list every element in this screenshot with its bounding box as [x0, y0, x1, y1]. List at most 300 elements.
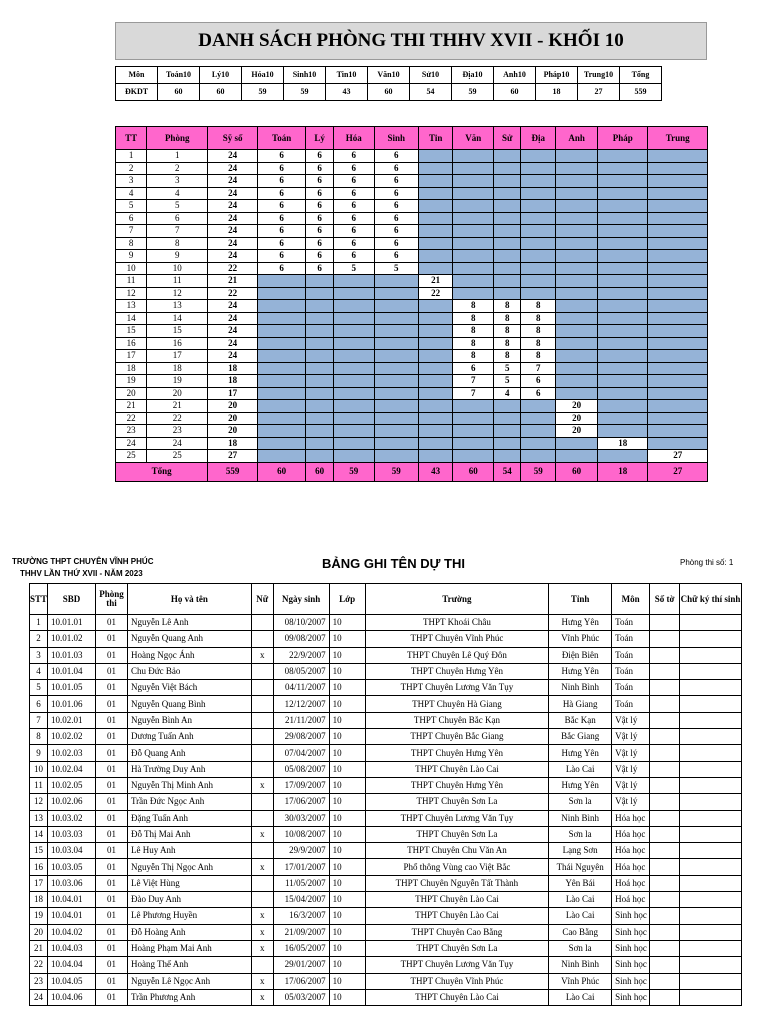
room-allocation-table [115, 126, 708, 482]
room-cell [306, 275, 334, 288]
room-cell: 6 [306, 150, 334, 163]
room-cell [418, 450, 452, 463]
room-cell [453, 287, 494, 300]
roster-cell: 10.02.06 [48, 794, 96, 810]
roster-cell: 01 [95, 973, 127, 989]
room-cell [556, 437, 598, 450]
room-cell: 14 [147, 312, 208, 325]
room-cell: 10 [116, 262, 147, 275]
roster-cell: THPT Chuyên Bắc Giang [365, 729, 549, 745]
room-cell [648, 300, 708, 313]
roster-cell: Ninh Bình [549, 810, 612, 826]
room-cell [648, 262, 708, 275]
room-cell [598, 412, 648, 425]
roster-cell: 16/3/2007 [273, 908, 329, 924]
roster-cell: 22/9/2007 [273, 647, 329, 663]
room-cell [453, 212, 494, 225]
table-row [116, 225, 708, 238]
table-row [116, 187, 708, 200]
room-cell [648, 400, 708, 413]
room-cell: 22 [147, 412, 208, 425]
summary-value: 59 [242, 84, 284, 101]
room-cell [494, 237, 521, 250]
roster-cell: 09/08/2007 [273, 631, 329, 647]
roster-cell: 10.01.03 [48, 647, 96, 663]
roster-cell [251, 745, 273, 761]
summary-subject: Địa10 [452, 67, 494, 84]
roster-cell: Hà Trường Duy Anh [127, 761, 251, 777]
roster-cell: x [251, 826, 273, 842]
table-row [116, 162, 708, 175]
room-cell: 2 [147, 162, 208, 175]
room-cell [306, 450, 334, 463]
roster-cell: Nguyễn Quang Anh [127, 631, 251, 647]
room-cell [494, 175, 521, 188]
room-cell [333, 400, 374, 413]
room-cell [257, 412, 305, 425]
room-cell [521, 400, 556, 413]
roster-cell: 01 [95, 647, 127, 663]
room-cell: 6 [374, 150, 418, 163]
room-cell [521, 437, 556, 450]
table-row [116, 287, 708, 300]
room-cell [556, 250, 598, 263]
roster-cell: THPT Chuyên Sơn La [365, 940, 549, 956]
roster-cell [680, 777, 742, 793]
room-cell [494, 450, 521, 463]
roster-cell: THPT Chuyên Lương Văn Tụy [365, 680, 549, 696]
roster-cell: 12 [30, 794, 48, 810]
room-cell [556, 375, 598, 388]
roster-cell: 10 [329, 615, 365, 631]
roster-cell: Sinh học [612, 908, 650, 924]
table-row [116, 387, 708, 400]
room-cell [374, 387, 418, 400]
roster-cell: 17/06/2007 [273, 973, 329, 989]
roster-col-header: Tỉnh [549, 584, 612, 615]
roster-col-header: Ngày sinh [273, 584, 329, 615]
room-cell [306, 437, 334, 450]
roster-cell: 01 [95, 859, 127, 875]
roster-cell: 01 [95, 908, 127, 924]
room-cell: 24 [208, 337, 258, 350]
roster-cell: THPT Chuyên Lê Quý Đôn [365, 647, 549, 663]
roster-cell: 16 [30, 859, 48, 875]
table-row [30, 696, 742, 712]
roster-cell: 11/05/2007 [273, 875, 329, 891]
table-row [116, 212, 708, 225]
summary-subject: Toán10 [158, 67, 200, 84]
room-cell [521, 187, 556, 200]
roster-cell: 29/08/2007 [273, 729, 329, 745]
summary-value: 54 [410, 84, 452, 101]
roster-cell: THPT Chuyên Lương Văn Tụy [365, 810, 549, 826]
room-cell: 22 [418, 287, 452, 300]
room-cell [521, 150, 556, 163]
room-cell [306, 350, 334, 363]
roster-cell: 10 [329, 908, 365, 924]
room-cell: 27 [208, 450, 258, 463]
room-cell [257, 337, 305, 350]
room-cell [598, 312, 648, 325]
roster-cell: 10.01.02 [48, 631, 96, 647]
room-cell [556, 450, 598, 463]
roster-cell: Yên Bái [549, 875, 612, 891]
roster-cell: 01 [95, 615, 127, 631]
roster-cell: 10 [329, 663, 365, 679]
roster-cell [680, 647, 742, 663]
room-cell: 16 [147, 337, 208, 350]
roster-cell: THPT Chuyên Bắc Kạn [365, 712, 549, 728]
room-cell [648, 287, 708, 300]
roster-cell: Nguyễn Bình An [127, 712, 251, 728]
total-value: 60 [257, 462, 305, 481]
roster-cell [650, 940, 680, 956]
roster-cell: 01 [95, 696, 127, 712]
room-cell: 7 [147, 225, 208, 238]
room-cell [257, 400, 305, 413]
room-cell [306, 287, 334, 300]
roster-cell: 10 [329, 647, 365, 663]
exam-name: THHV LẦN THỨ XVII - NĂM 2023 [20, 569, 143, 578]
summary-value: 59 [452, 84, 494, 101]
room-cell [257, 312, 305, 325]
roster-cell: 01 [95, 810, 127, 826]
roster-cell: Sinh học [612, 924, 650, 940]
room-cell: 6 [257, 162, 305, 175]
table-row [30, 940, 742, 956]
room-cell [257, 450, 305, 463]
roster-cell: 01 [95, 712, 127, 728]
room-cell: 8 [521, 337, 556, 350]
roster-cell: 19 [30, 908, 48, 924]
room-col-header: Toán [257, 127, 305, 150]
roster-cell [650, 989, 680, 1005]
roster-cell: 15/04/2007 [273, 892, 329, 908]
roster-cell: 10 [329, 745, 365, 761]
summary-subject: Trung10 [578, 67, 620, 84]
room-cell [556, 350, 598, 363]
room-cell [556, 275, 598, 288]
roster-cell [650, 908, 680, 924]
room-cell: 21 [116, 400, 147, 413]
roster-cell [650, 696, 680, 712]
roster-cell: 10.02.04 [48, 761, 96, 777]
room-cell: 20 [147, 387, 208, 400]
room-cell: 6 [333, 225, 374, 238]
room-col-header: Tin [418, 127, 452, 150]
room-cell: 12 [147, 287, 208, 300]
room-cell [556, 175, 598, 188]
room-cell [453, 237, 494, 250]
room-cell: 6 [257, 237, 305, 250]
room-cell [494, 200, 521, 213]
room-cell [598, 212, 648, 225]
room-cell: 8 [494, 337, 521, 350]
room-cell: 24 [208, 225, 258, 238]
roster-cell: Toán [612, 696, 650, 712]
room-col-header: Văn [453, 127, 494, 150]
roster-cell: 1 [30, 615, 48, 631]
room-cell [306, 375, 334, 388]
roster-cell: 23 [30, 973, 48, 989]
roster-cell: THPT Chuyên Lào Cai [365, 892, 549, 908]
roster-cell: 22 [30, 957, 48, 973]
roster-cell: 10.03.06 [48, 875, 96, 891]
table-row [30, 680, 742, 696]
room-cell: 6 [116, 212, 147, 225]
room-cell [598, 425, 648, 438]
room-cell: 6 [306, 187, 334, 200]
room-cell: 8 [521, 325, 556, 338]
table-row [30, 761, 742, 777]
room-cell [556, 150, 598, 163]
table-row [116, 437, 708, 450]
roster-cell: Bắc Giang [549, 729, 612, 745]
table-row [116, 237, 708, 250]
roster-cell: x [251, 989, 273, 1005]
roster-cell [251, 696, 273, 712]
room-cell [598, 237, 648, 250]
roster-cell: THPT Chuyên Lương Văn Tụy [365, 957, 549, 973]
table-row [116, 175, 708, 188]
room-cell [494, 437, 521, 450]
room-cell [648, 200, 708, 213]
room-cell: 21 [208, 275, 258, 288]
roster-title: BẢNG GHI TÊN DỰ THI [322, 556, 465, 571]
roster-cell: Lê Huy Anh [127, 843, 251, 859]
roster-cell: 10 [329, 794, 365, 810]
room-cell: 2 [116, 162, 147, 175]
room-cell [494, 212, 521, 225]
room-cell [418, 175, 452, 188]
roster-cell: 10 [329, 924, 365, 940]
room-cell [418, 350, 452, 363]
room-cell [453, 225, 494, 238]
room-cell [257, 350, 305, 363]
roster-col-header: Lớp [329, 584, 365, 615]
room-cell: 6 [374, 225, 418, 238]
room-cell [418, 300, 452, 313]
room-cell: 14 [116, 312, 147, 325]
roster-cell [251, 892, 273, 908]
summary-value: 59 [284, 84, 326, 101]
room-cell: 6 [374, 187, 418, 200]
roster-cell: 7 [30, 712, 48, 728]
room-cell [598, 275, 648, 288]
room-col-header: TT [116, 127, 147, 150]
summary-subject: Lý10 [200, 67, 242, 84]
room-cell [453, 175, 494, 188]
total-value: 43 [418, 462, 452, 481]
room-cell [494, 162, 521, 175]
room-cell: 8 [147, 237, 208, 250]
room-cell [598, 300, 648, 313]
roster-cell: Sinh học [612, 989, 650, 1005]
room-cell: 24 [208, 150, 258, 163]
roster-cell: THPT Chuyên Chu Văn An [365, 843, 549, 859]
roster-cell: Vật lý [612, 745, 650, 761]
roster-cell: 6 [30, 696, 48, 712]
roster-cell [251, 794, 273, 810]
roster-cell [251, 631, 273, 647]
roster-col-header: SBD [48, 584, 96, 615]
room-cell: 6 [374, 237, 418, 250]
roster-cell: Lào Cai [549, 989, 612, 1005]
roster-cell: 16/05/2007 [273, 940, 329, 956]
roster-cell: Trần Đức Ngọc Anh [127, 794, 251, 810]
room-cell: 5 [333, 262, 374, 275]
roster-cell: 01 [95, 794, 127, 810]
room-cell [556, 312, 598, 325]
roster-cell: Sinh học [612, 973, 650, 989]
room-cell [418, 162, 452, 175]
roster-cell: 10 [329, 826, 365, 842]
room-cell: 13 [147, 300, 208, 313]
room-cell [556, 212, 598, 225]
room-cell: 8 [494, 325, 521, 338]
room-cell: 6 [306, 162, 334, 175]
roster-cell: 30/03/2007 [273, 810, 329, 826]
room-cell [374, 400, 418, 413]
room-cell [418, 187, 452, 200]
roster-cell: Hoàng Thế Anh [127, 957, 251, 973]
roster-cell: THPT Chuyên Cao Bằng [365, 924, 549, 940]
table-row [30, 729, 742, 745]
room-col-header: Anh [556, 127, 598, 150]
roster-cell: 15 [30, 843, 48, 859]
roster-cell [680, 973, 742, 989]
room-cell [648, 212, 708, 225]
summary-value: 18 [536, 84, 578, 101]
roster-cell: 01 [95, 761, 127, 777]
room-cell [521, 212, 556, 225]
roster-cell [650, 680, 680, 696]
room-cell [494, 412, 521, 425]
roster-cell: Lê Việt Hùng [127, 875, 251, 891]
table-row [30, 892, 742, 908]
roster-cell: Toán [612, 615, 650, 631]
roster-cell [680, 745, 742, 761]
table-row [116, 400, 708, 413]
roster-cell: Lào Cai [549, 761, 612, 777]
room-cell: 7 [116, 225, 147, 238]
room-cell [418, 262, 452, 275]
room-cell: 1 [147, 150, 208, 163]
room-number: Phòng thi số: 1 [680, 558, 734, 567]
room-cell: 4 [116, 187, 147, 200]
room-cell [556, 387, 598, 400]
roster-cell: Hóa học [612, 810, 650, 826]
room-cell: 6 [306, 212, 334, 225]
roster-cell: Hưng Yên [549, 663, 612, 679]
table-row [30, 973, 742, 989]
room-cell: 22 [208, 262, 258, 275]
table-row [30, 712, 742, 728]
roster-cell [251, 875, 273, 891]
table-row [116, 200, 708, 213]
room-cell [494, 425, 521, 438]
roster-cell [650, 712, 680, 728]
roster-cell: Sinh học [612, 957, 650, 973]
room-cell: 5 [494, 375, 521, 388]
room-cell: 22 [208, 287, 258, 300]
room-cell [306, 412, 334, 425]
room-cell [648, 387, 708, 400]
roster-cell [680, 859, 742, 875]
roster-cell: 08/05/2007 [273, 663, 329, 679]
roster-cell: Đỗ Hoàng Anh [127, 924, 251, 940]
roster-cell: 10.02.05 [48, 777, 96, 793]
roster-col-header: STT [30, 584, 48, 615]
roster-cell: Ninh Bình [549, 957, 612, 973]
room-cell [374, 325, 418, 338]
room-cell [257, 275, 305, 288]
roster-cell: Nguyễn Thị Minh Anh [127, 777, 251, 793]
room-cell: 20 [556, 400, 598, 413]
table-row [116, 337, 708, 350]
roster-cell: Chu Đức Bảo [127, 663, 251, 679]
room-cell [598, 362, 648, 375]
roster-cell: THPT Chuyên Nguyễn Tất Thành [365, 875, 549, 891]
room-cell [556, 287, 598, 300]
room-cell: 8 [453, 337, 494, 350]
roster-cell: Lê Phương Huyền [127, 908, 251, 924]
room-cell [494, 225, 521, 238]
room-cell [521, 287, 556, 300]
roster-cell: 5 [30, 680, 48, 696]
school-header [12, 556, 153, 580]
room-cell [257, 387, 305, 400]
roster-cell [680, 892, 742, 908]
roster-cell: Hưng Yên [549, 777, 612, 793]
room-cell: 21 [418, 275, 452, 288]
room-cell: 23 [147, 425, 208, 438]
room-cell: 6 [374, 200, 418, 213]
roster-cell [650, 615, 680, 631]
roster-cell: 10.04.04 [48, 957, 96, 973]
room-cell: 6 [521, 387, 556, 400]
roster-cell: 01 [95, 875, 127, 891]
room-cell [521, 162, 556, 175]
room-cell [418, 375, 452, 388]
roster-cell: 2 [30, 631, 48, 647]
roster-cell: THPT Chuyên Vĩnh Phúc [365, 631, 549, 647]
room-cell: 6 [374, 175, 418, 188]
roster-cell: 08/10/2007 [273, 615, 329, 631]
roster-cell [251, 843, 273, 859]
table-row [30, 859, 742, 875]
roster-cell [650, 859, 680, 875]
room-cell [306, 362, 334, 375]
room-cell [556, 325, 598, 338]
room-cell [648, 237, 708, 250]
roster-cell: Thái Nguyên [549, 859, 612, 875]
room-cell [453, 425, 494, 438]
summary-value: 60 [158, 84, 200, 101]
table-row [30, 647, 742, 663]
room-cell: 18 [147, 362, 208, 375]
roster-cell: THPT Chuyên Lào Cai [365, 761, 549, 777]
room-cell: 6 [257, 187, 305, 200]
roster-cell [680, 826, 742, 842]
room-cell [418, 362, 452, 375]
roster-col-header: Họ và tên [127, 584, 251, 615]
room-cell [598, 287, 648, 300]
room-cell: 6 [333, 162, 374, 175]
roster-cell: 3 [30, 647, 48, 663]
total-value: 18 [598, 462, 648, 481]
